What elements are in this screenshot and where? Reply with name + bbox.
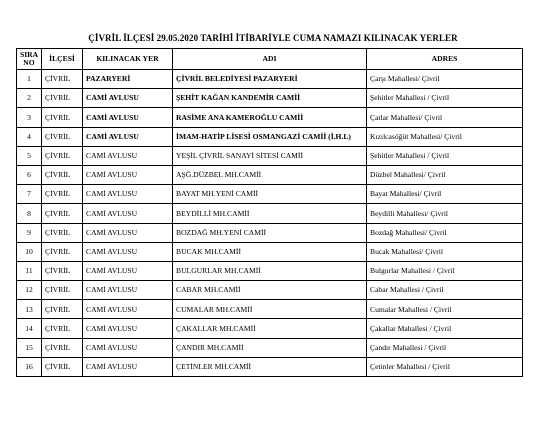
cell-ilcesi: ÇİVRİL bbox=[42, 89, 83, 108]
cell-adres: Bulgurlar Mahallesi / Çivril bbox=[367, 261, 523, 280]
friday-prayer-locations-table bbox=[16, 48, 523, 377]
table-row bbox=[17, 242, 523, 261]
cell-adres: Çakallar Mahallesi / Çivril bbox=[367, 319, 523, 338]
cell-sira-no: 8 bbox=[17, 204, 42, 223]
cell-adres: Bozdağ Mahallesi/ Çivril bbox=[367, 223, 523, 242]
table-row bbox=[17, 204, 523, 223]
cell-ilcesi: ÇİVRİL bbox=[42, 223, 83, 242]
cell-adi: BUCAK MH.CAMİİ bbox=[173, 242, 367, 261]
cell-kilinacak-yer: CAMİ AVLUSU bbox=[83, 242, 173, 261]
cell-adres: Çatlar Mahallesi/ Çivril bbox=[367, 108, 523, 127]
cell-adi: BEYDİLLİ MH.CAMİİ bbox=[173, 204, 367, 223]
cell-sira-no: 6 bbox=[17, 165, 42, 184]
cell-adres: Çandır Mahallesi / Çivril bbox=[367, 338, 523, 357]
cell-adi: RASİME ANA KAMEROĞLU CAMİİ bbox=[173, 108, 367, 127]
cell-sira-no: 15 bbox=[17, 338, 42, 357]
cell-sira-no: 9 bbox=[17, 223, 42, 242]
cell-adi: BULGURLAR MH.CAMİİ bbox=[173, 261, 367, 280]
cell-adres: Çetinler Mahallesi / Çivril bbox=[367, 357, 523, 376]
cell-adi: ÇİVRİL BELEDİYESİ PAZARYERİ bbox=[173, 70, 367, 89]
cell-adi: YEŞİL ÇİVRİL SANAYİ SİTESİ CAMİİ bbox=[173, 146, 367, 165]
cell-kilinacak-yer: CAMİ AVLUSU bbox=[83, 165, 173, 184]
cell-sira-no: 3 bbox=[17, 108, 42, 127]
table-row bbox=[17, 89, 523, 108]
table-row bbox=[17, 146, 523, 165]
cell-ilcesi: ÇİVRİL bbox=[42, 70, 83, 89]
cell-sira-no: 7 bbox=[17, 185, 42, 204]
cell-sira-no: 10 bbox=[17, 242, 42, 261]
cell-adi: ŞEHİT KAĞAN KANDEMİR CAMİİ bbox=[173, 89, 367, 108]
cell-kilinacak-yer: CAMİ AVLUSU bbox=[83, 319, 173, 338]
cell-ilcesi: ÇİVRİL bbox=[42, 185, 83, 204]
cell-adres: Bucak Mahallesi/ Çivril bbox=[367, 242, 523, 261]
cell-sira-no: 2 bbox=[17, 89, 42, 108]
cell-adres: Cabar Mahallesi / Çivril bbox=[367, 281, 523, 300]
cell-kilinacak-yer: CAMİ AVLUSU bbox=[83, 108, 173, 127]
cell-adres: Kızılcasöğüt Mahallesi/ Çivril bbox=[367, 127, 523, 146]
cell-adi: ÇAKALLAR MH.CAMİİ bbox=[173, 319, 367, 338]
cell-kilinacak-yer: CAMİ AVLUSU bbox=[83, 281, 173, 300]
cell-kilinacak-yer: CAMİ AVLUSU bbox=[83, 338, 173, 357]
table-row bbox=[17, 261, 523, 280]
cell-adi: AŞĞ.DÜZBEL MH.CAMİİ bbox=[173, 165, 367, 184]
cell-adres: Çarşı Mahallesi/ Çivril bbox=[367, 70, 523, 89]
cell-ilcesi: ÇİVRİL bbox=[42, 108, 83, 127]
cell-ilcesi: ÇİVRİL bbox=[42, 242, 83, 261]
cell-sira-no: 13 bbox=[17, 300, 42, 319]
cell-ilcesi: ÇİVRİL bbox=[42, 127, 83, 146]
cell-kilinacak-yer: CAMİ AVLUSU bbox=[83, 204, 173, 223]
table-row bbox=[17, 165, 523, 184]
table-row bbox=[17, 281, 523, 300]
header-adi: ADI bbox=[173, 49, 367, 70]
table-header-row bbox=[17, 49, 523, 70]
cell-sira-no: 12 bbox=[17, 281, 42, 300]
cell-adres: Cumalar Mahallesi / Çivril bbox=[367, 300, 523, 319]
cell-ilcesi: ÇİVRİL bbox=[42, 357, 83, 376]
table-row bbox=[17, 300, 523, 319]
cell-adres: Şehitler Mahallesi / Çivril bbox=[367, 146, 523, 165]
cell-kilinacak-yer: CAMİ AVLUSU bbox=[83, 89, 173, 108]
cell-ilcesi: ÇİVRİL bbox=[42, 165, 83, 184]
cell-kilinacak-yer: CAMİ AVLUSU bbox=[83, 261, 173, 280]
cell-adi: ÇETİNLER MH.CAMİİ bbox=[173, 357, 367, 376]
cell-adi: BAYAT MH.YENİ CAMİİ bbox=[173, 185, 367, 204]
document-title: ÇİVRİL İLÇESİ 29.05.2020 TARİHİ İTİBARİYLE CUMA NAMAZI KILINACAK YERLER bbox=[88, 33, 458, 43]
cell-ilcesi: ÇİVRİL bbox=[42, 204, 83, 223]
table-row bbox=[17, 319, 523, 338]
cell-adi: BOZDAĞ MH.YENİ CAMİİ bbox=[173, 223, 367, 242]
cell-sira-no: 4 bbox=[17, 127, 42, 146]
cell-kilinacak-yer: PAZARYERİ bbox=[83, 70, 173, 89]
table-row bbox=[17, 108, 523, 127]
cell-kilinacak-yer: CAMİ AVLUSU bbox=[83, 223, 173, 242]
cell-adi: ÇANDIR MH.CAMİİ bbox=[173, 338, 367, 357]
cell-ilcesi: ÇİVRİL bbox=[42, 261, 83, 280]
cell-kilinacak-yer: CAMİ AVLUSU bbox=[83, 185, 173, 204]
cell-sira-no: 14 bbox=[17, 319, 42, 338]
table-row bbox=[17, 357, 523, 376]
table-row bbox=[17, 70, 523, 89]
header-adres: ADRES bbox=[367, 49, 523, 70]
cell-ilcesi: ÇİVRİL bbox=[42, 300, 83, 319]
table-row bbox=[17, 185, 523, 204]
cell-sira-no: 11 bbox=[17, 261, 42, 280]
cell-adi: CUMALAR MH.CAMİİ bbox=[173, 300, 367, 319]
table-row bbox=[17, 338, 523, 357]
cell-sira-no: 5 bbox=[17, 146, 42, 165]
cell-kilinacak-yer: CAMİ AVLUSU bbox=[83, 127, 173, 146]
table-row bbox=[17, 223, 523, 242]
cell-adres: Şehitler Mahallesi / Çivril bbox=[367, 89, 523, 108]
cell-kilinacak-yer: CAMİ AVLUSU bbox=[83, 146, 173, 165]
cell-adi: İMAM-HATİP LİSESİ OSMANGAZİ CAMİİ (İ.H.L) bbox=[173, 127, 367, 146]
cell-ilcesi: ÇİVRİL bbox=[42, 146, 83, 165]
table-row bbox=[17, 127, 523, 146]
cell-kilinacak-yer: CAMİ AVLUSU bbox=[83, 300, 173, 319]
cell-adres: Bayat Mahallesi/ Çivril bbox=[367, 185, 523, 204]
cell-sira-no: 16 bbox=[17, 357, 42, 376]
cell-sira-no: 1 bbox=[17, 70, 42, 89]
header-sira-no: SIRA NO bbox=[17, 49, 42, 70]
header-kilinacak-yer: KILINACAK YER bbox=[83, 49, 173, 70]
cell-kilinacak-yer: CAMİ AVLUSU bbox=[83, 357, 173, 376]
cell-adi: CABAR MH.CAMİİ bbox=[173, 281, 367, 300]
cell-ilcesi: ÇİVRİL bbox=[42, 319, 83, 338]
cell-adres: Düzbel Mahallesi/ Çivril bbox=[367, 165, 523, 184]
cell-adres: Beydilli Mahallesi/ Çivril bbox=[367, 204, 523, 223]
header-ilcesi: İLÇESİ bbox=[42, 49, 83, 70]
cell-ilcesi: ÇİVRİL bbox=[42, 338, 83, 357]
cell-ilcesi: ÇİVRİL bbox=[42, 281, 83, 300]
